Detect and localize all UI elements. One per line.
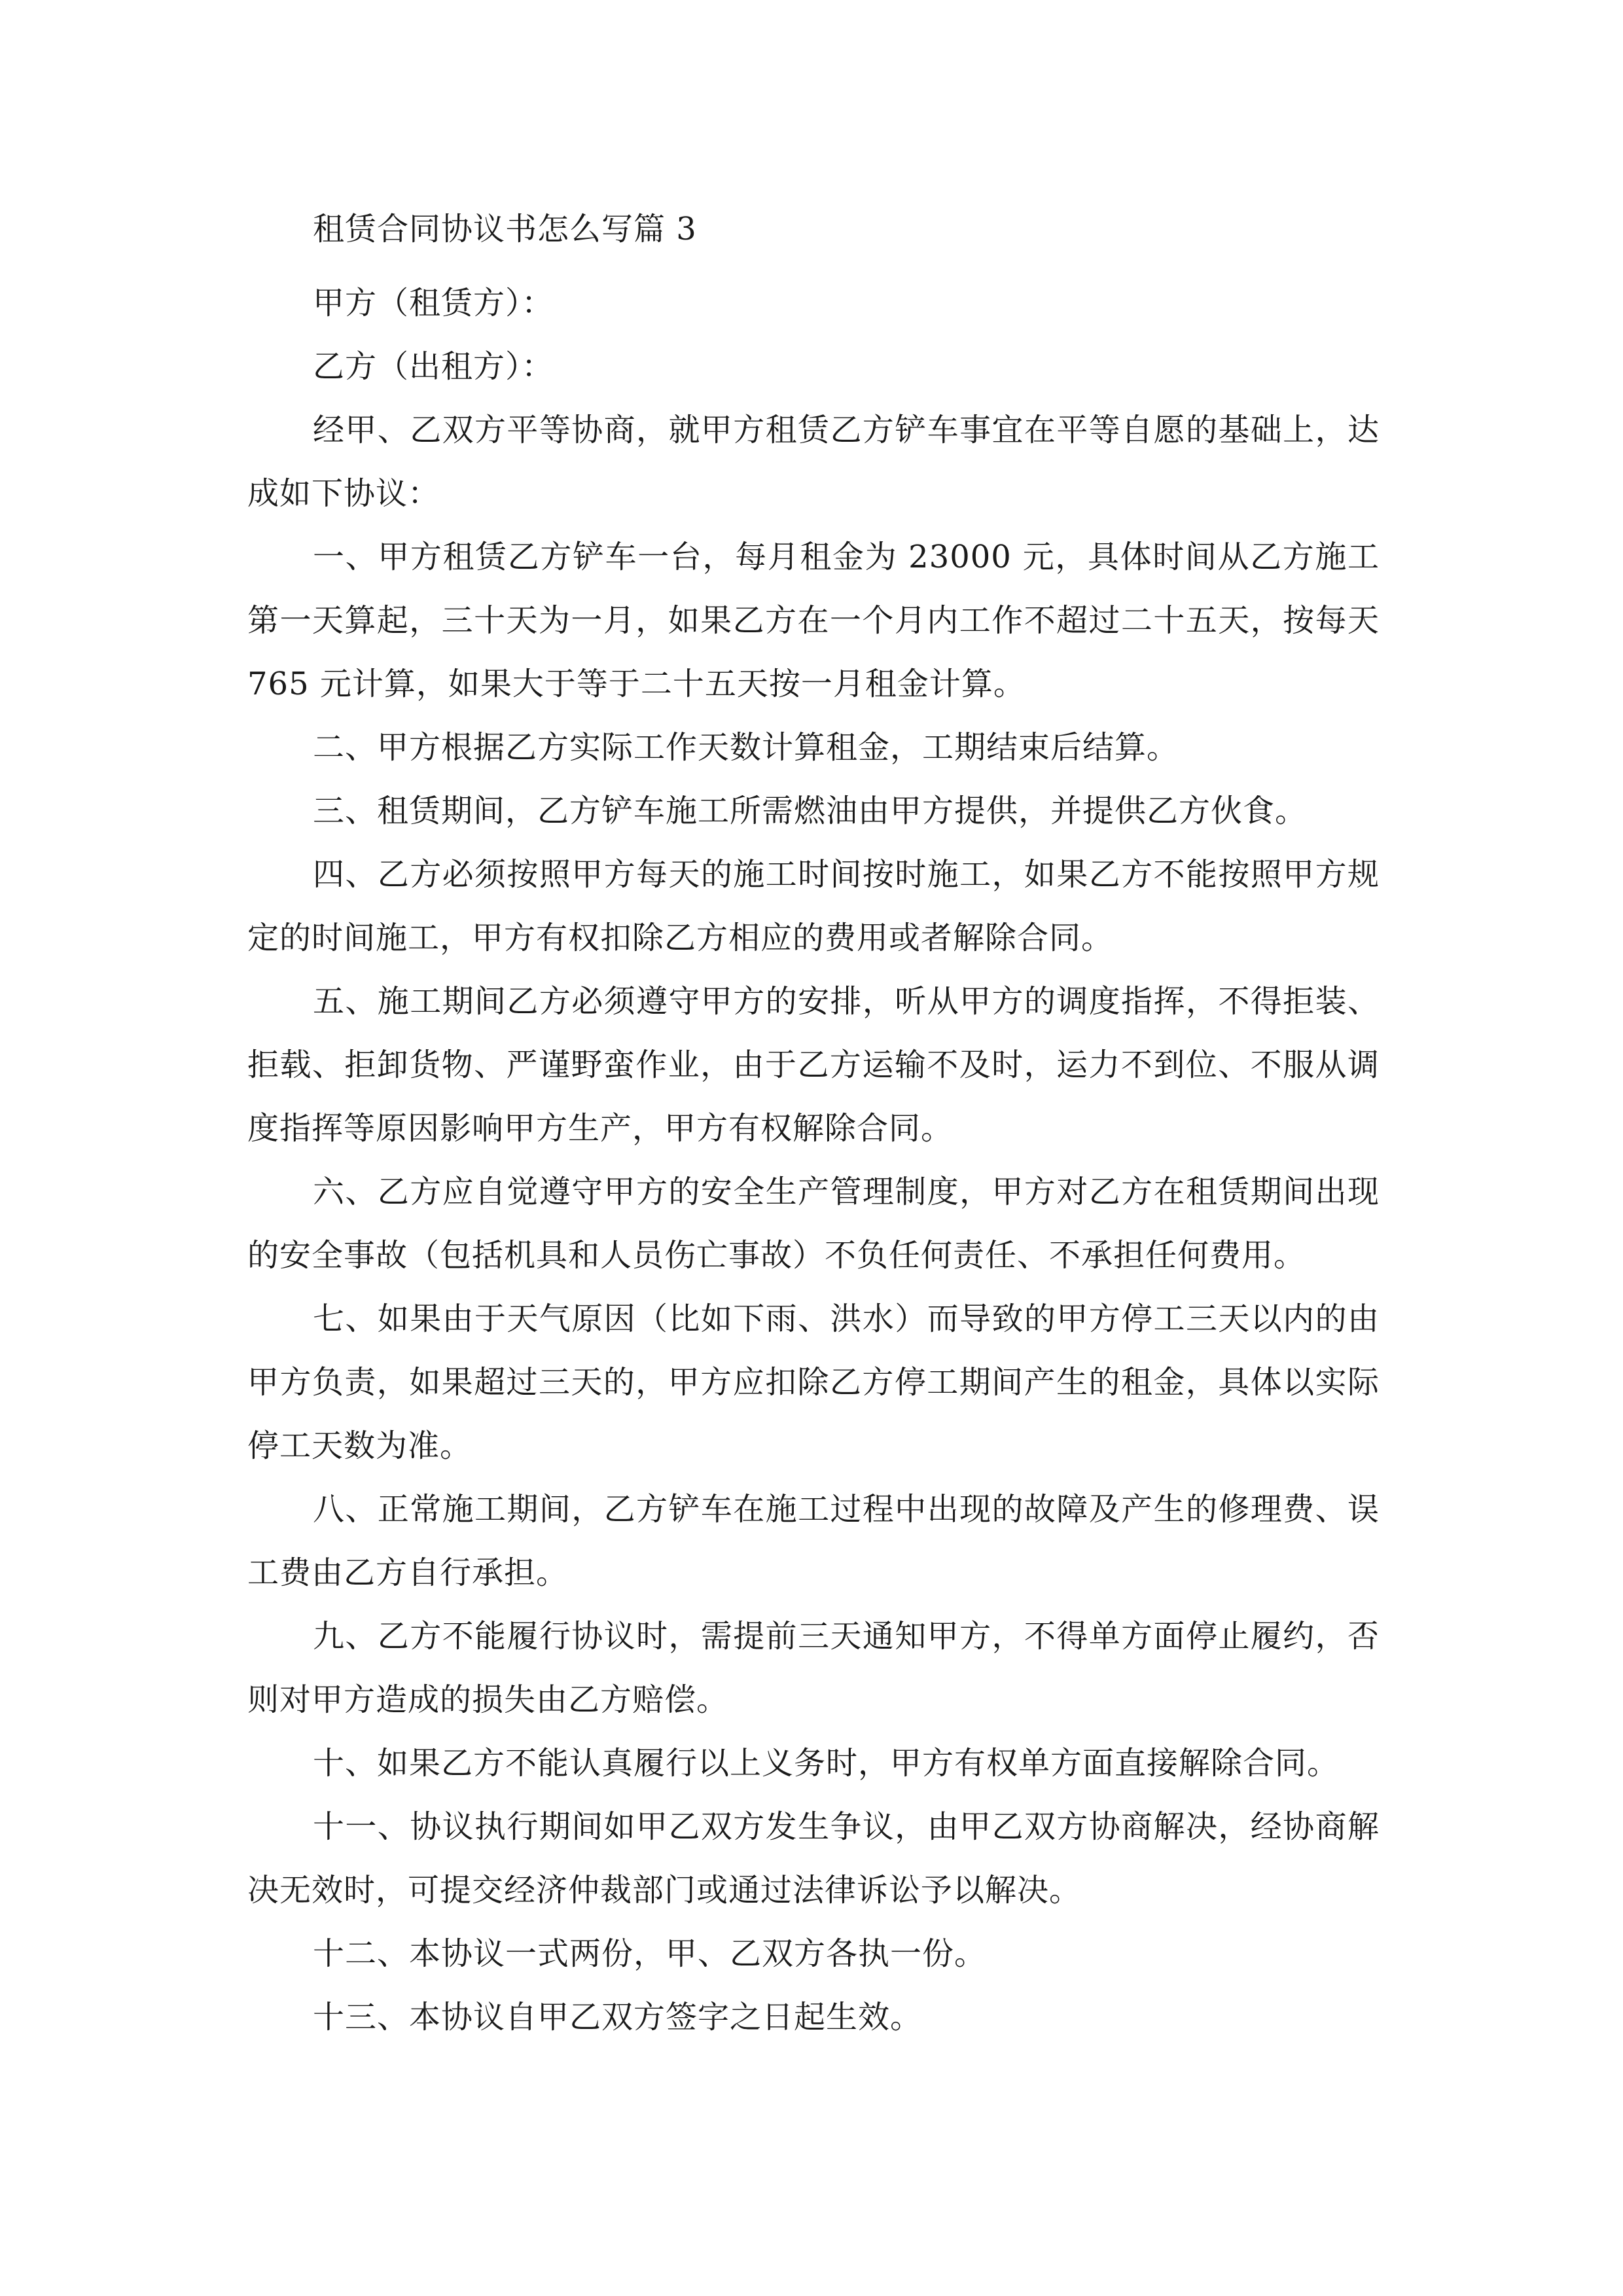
clause-2: 二、甲方根据乙方实际工作天数计算租金，工期结束后结算。 — [313, 729, 1179, 766]
party-b-line: 乙方（出租方）： — [313, 348, 554, 385]
document-page — [247, 208, 1380, 2049]
clause-7: 七、如果由于天气原因（比如下雨、洪水）而导致的甲方停工三天以内的由甲方负责，如果超过三天的，甲方应扣除乙方停工期间产生的租金，具体以实际停工天数为准。 — [247, 1300, 1380, 1464]
party-a-line: 甲方（租赁方）： — [313, 285, 554, 321]
clause-4: 四、乙方必须按照甲方每天的施工时间按时施工，如果乙方不能按照甲方规定的时间施工，甲方有权扣除乙方相应的费用或者解除合同。 — [247, 856, 1380, 956]
clause-10: 十、如果乙方不能认真履行以上义务时，甲方有权单方面直接解除合同。 — [313, 1745, 1340, 1782]
clause-9: 九、乙方不能履行协议时，需提前三天通知甲方，不得单方面停止履约，否则对甲方造成的损失由乙方赔偿。 — [247, 1618, 1380, 1718]
clause-6: 六、乙方应自觉遵守甲方的安全生产管理制度，甲方对乙方在租赁期间出现的安全事故（包括机具和人员伤亡事故）不负任何责任、不承担任何费用。 — [247, 1174, 1380, 1274]
clause-5: 五、施工期间乙方必须遵守甲方的安排，听从甲方的调度指挥，不得拒装、拒载、拒卸货物、严谨野蛮作业，由于乙方运输不及时，运力不到位、不服从调度指挥等原因影响甲方生产，甲方有权解除合同。 — [247, 983, 1380, 1147]
clause-1: 一、甲方租赁乙方铲车一台，每月租金为 23000 元，具体时间从乙方施工第一天算起，三十天为一月，如果乙方在一个月内工作不超过二十五天，按每天 765 元计算，如果大于等于二十五天按一月租金计算。 — [247, 539, 1380, 702]
clause-12: 十二、本协议一式两份，甲、乙双方各执一份。 — [313, 1935, 987, 1972]
clause-8: 八、正常施工期间，乙方铲车在施工过程中出现的故障及产生的修理费、误工费由乙方自行承担。 — [247, 1491, 1380, 1591]
clause-3: 三、租赁期间，乙方铲车施工所需燃油由甲方提供，并提供乙方伙食。 — [313, 793, 1308, 829]
clause-13: 十三、本协议自甲乙双方签字之日起生效。 — [313, 1999, 923, 2036]
clause-11: 十一、协议执行期间如甲乙双方发生争议，由甲乙双方协商解决，经协商解决无效时，可提交经济仲裁部门或通过法律诉讼予以解决。 — [247, 1808, 1380, 1909]
document-title: 租赁合同协议书怎么写篇 3 — [313, 211, 697, 247]
preamble-paragraph: 经甲、乙双方平等协商，就甲方租赁乙方铲车事宜在平等自愿的基础上，达成如下协议： — [247, 412, 1380, 512]
